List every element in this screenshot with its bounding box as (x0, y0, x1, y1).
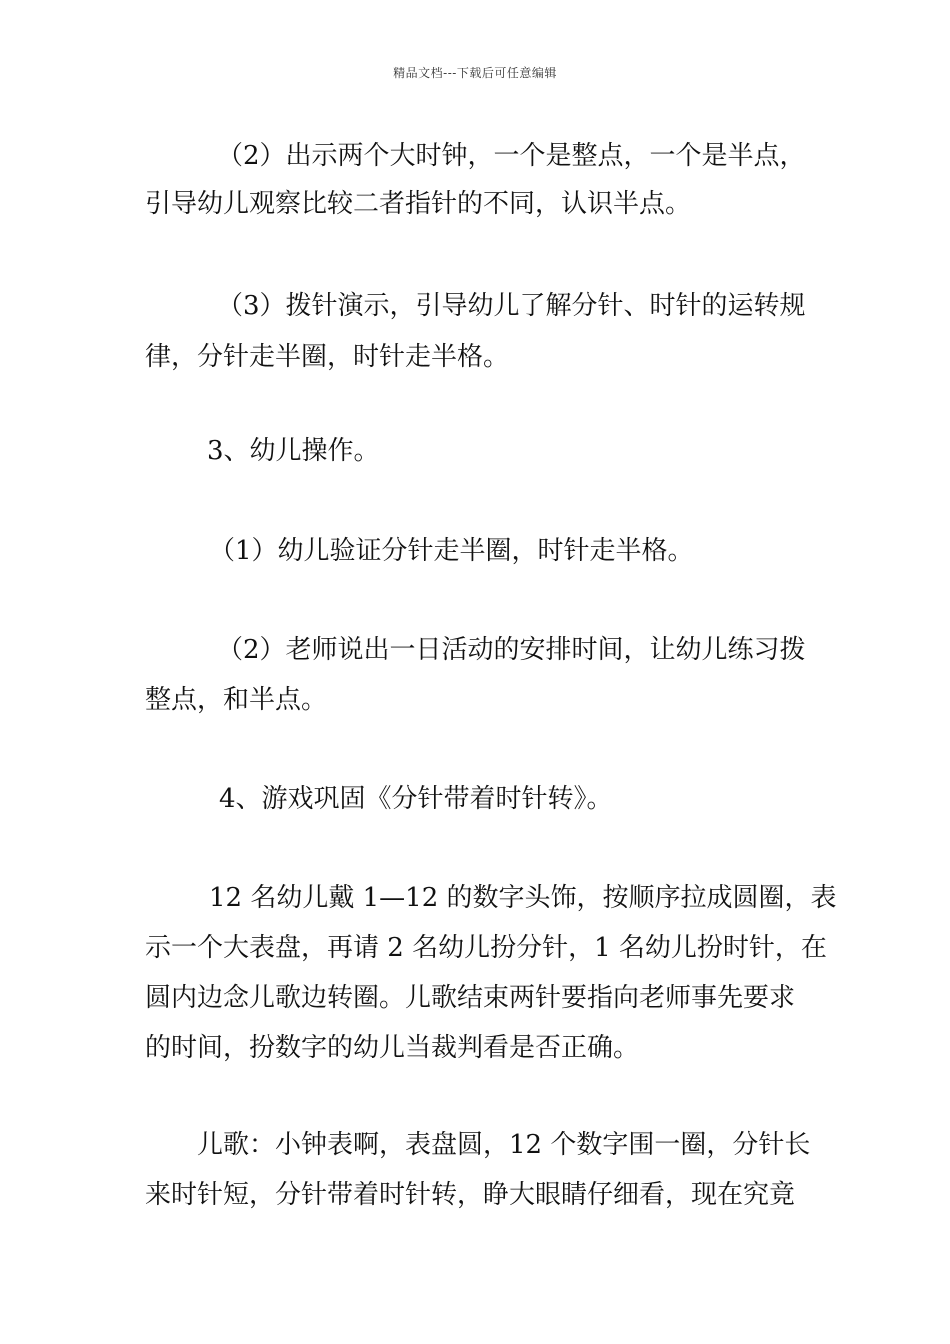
paragraph-line: 圆内边念儿歌边转圈。儿歌结束两针要指向老师事先要求 (145, 983, 796, 1013)
paragraph-line: 引导幼儿观察比较二者指针的不同，认识半点。 (145, 189, 692, 219)
page-header: 精品文档---下载后可任意编辑 (393, 66, 557, 80)
section-heading: 4、游戏巩固《分针带着时针转》。 (219, 784, 613, 814)
paragraph-line: 12 名幼儿戴 1—12 的数字头饰，按顺序拉成圆圈，表 (209, 883, 837, 913)
paragraph-line: （1）幼儿验证分针走半圈，时针走半格。 (209, 536, 694, 566)
paragraph-line: （2）出示两个大时钟，一个是整点，一个是半点， (217, 141, 806, 171)
paragraph-line: 整点，和半点。 (145, 685, 328, 715)
paragraph-line: 来时针短，分针带着时针转，睁大眼睛仔细看，现在究竟 (145, 1180, 796, 1210)
paragraph-line: 示一个大表盘，再请 2 名幼儿扮分针，1 名幼儿扮时针，在 (145, 933, 827, 963)
paragraph-line: （3）拨针演示，引导幼儿了解分针、时针的运转规 (217, 291, 806, 321)
paragraph-line: 儿歌：小钟表啊，表盘圆，12 个数字围一圈，分针长 (197, 1130, 811, 1160)
paragraph-line: （2）老师说出一日活动的安排时间，让幼儿练习拨 (217, 635, 806, 665)
paragraph-line: 的时间，扮数字的幼儿当裁判看是否正确。 (145, 1033, 640, 1063)
paragraph-line: 律，分针走半圈，时针走半格。 (145, 342, 510, 372)
section-heading: 3、幼儿操作。 (207, 436, 380, 466)
